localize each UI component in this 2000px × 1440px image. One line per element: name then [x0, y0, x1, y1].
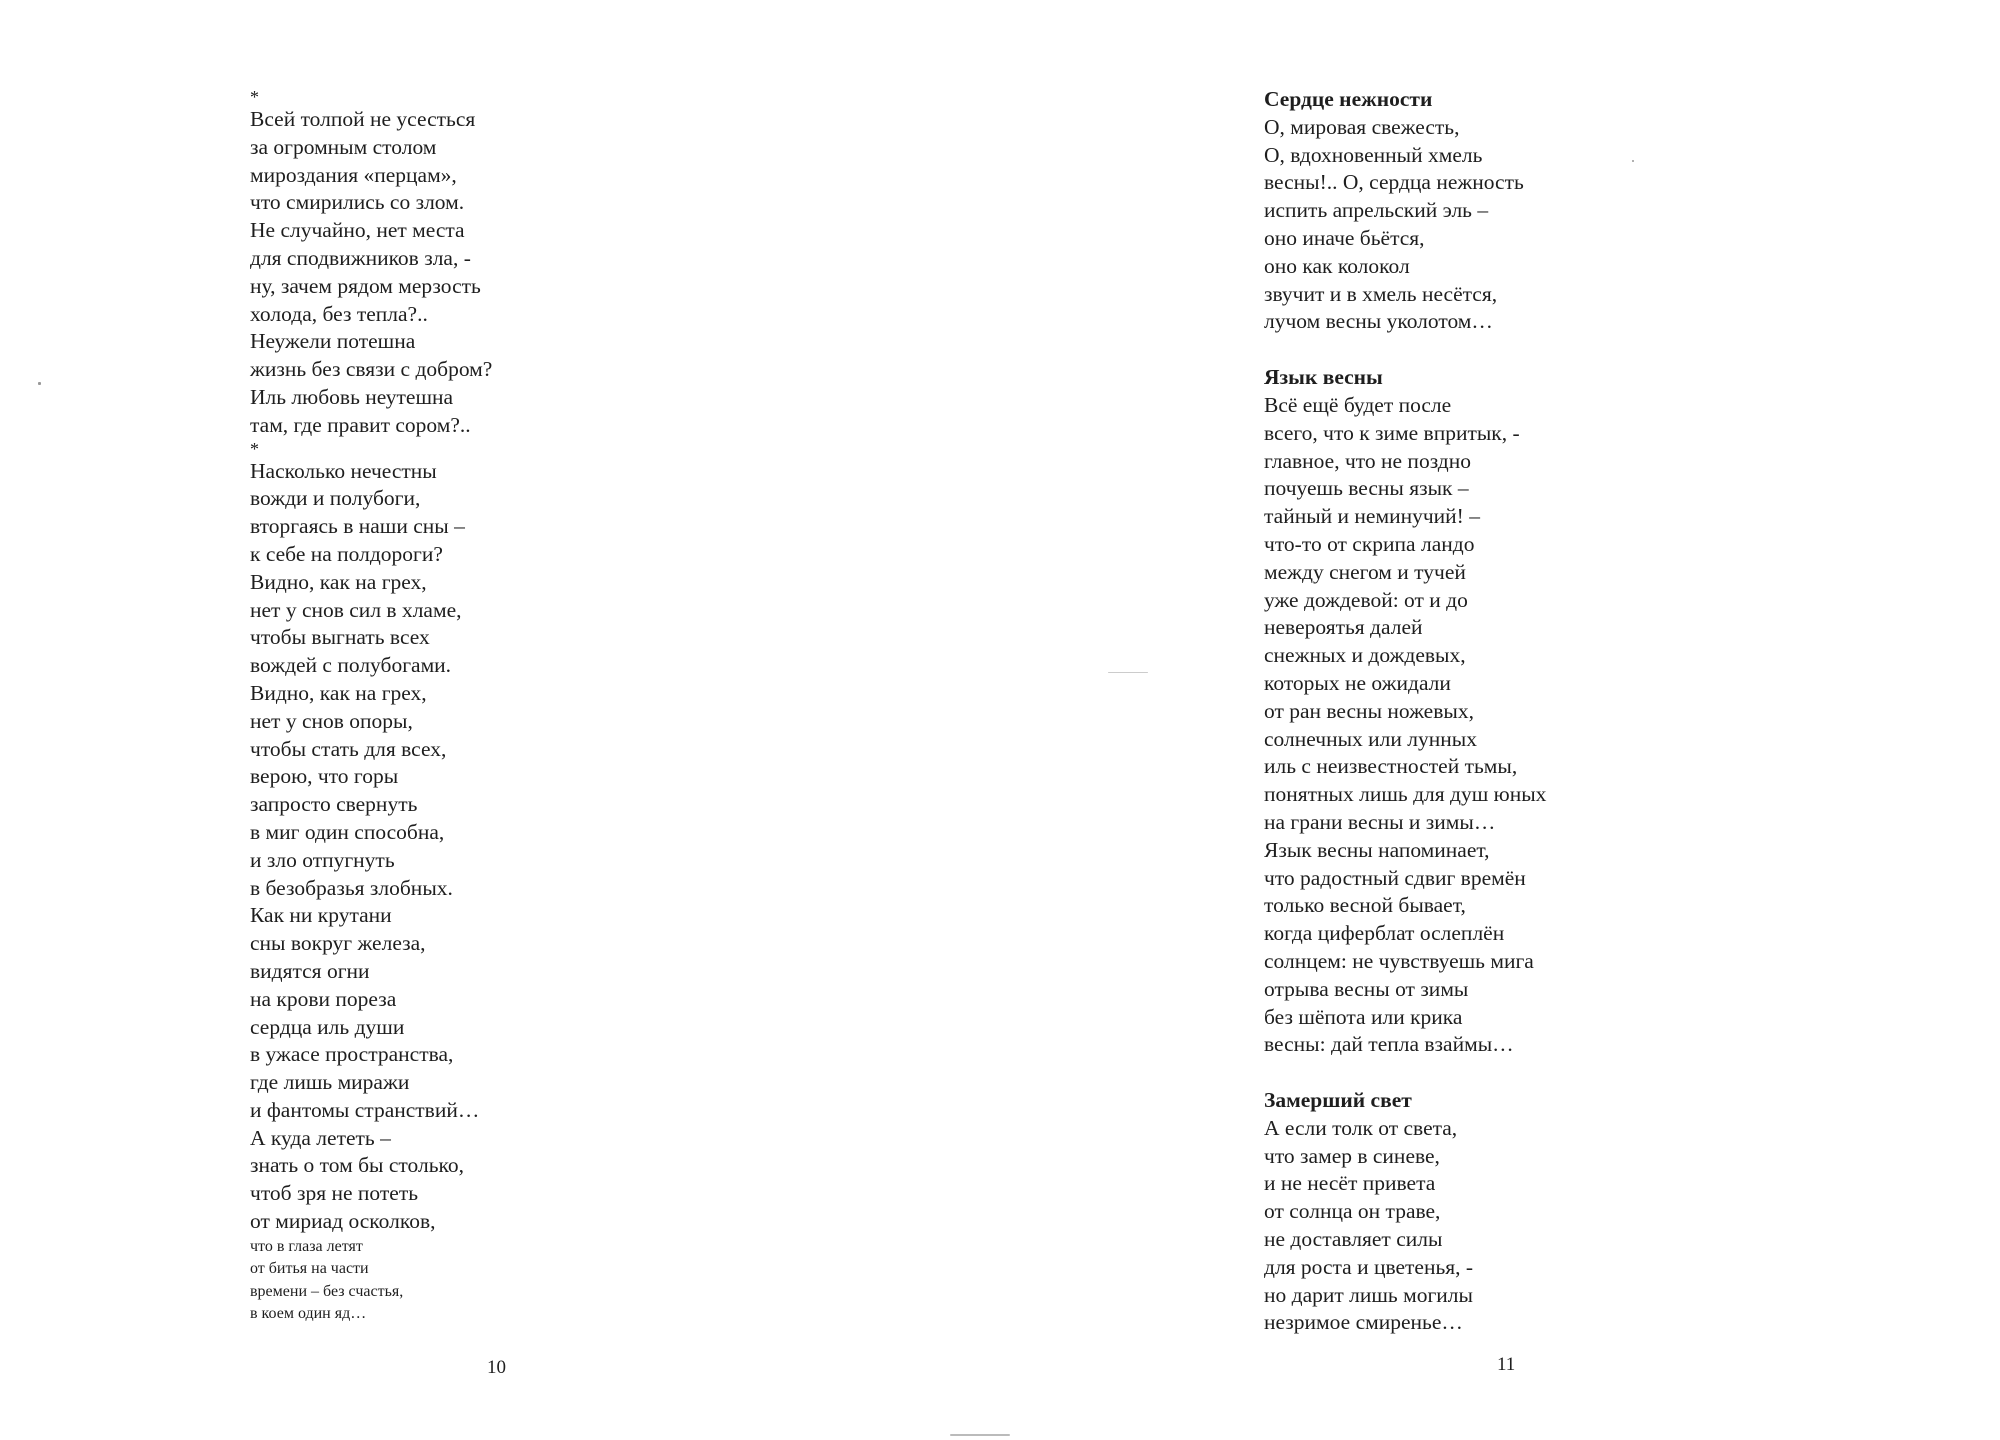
- scan-speck: [1632, 160, 1634, 162]
- poem-line: там, где правит сором?..: [250, 412, 471, 437]
- poem-line: на грани весны и зимы…: [1264, 809, 1496, 834]
- poem-line: времени – без счастья,: [250, 1282, 404, 1300]
- poem-line: испить апрельский эль –: [1264, 198, 1489, 223]
- poem-line: Видно, как на грех,: [250, 680, 427, 705]
- right-page: [1000, 0, 2000, 1440]
- poem-line: верою, что горы: [250, 764, 399, 789]
- poem-line: и фантомы странствий…: [250, 1097, 480, 1122]
- poem-line: от ран весны ножевых,: [1264, 698, 1474, 723]
- scan-speck: [1108, 672, 1148, 673]
- poem-line: которых не ожидали: [1264, 670, 1451, 695]
- poem-line: где лишь миражи: [250, 1070, 410, 1095]
- poem-line: чтобы выгнать всех: [250, 625, 430, 650]
- poem-line: главное, что не поздно: [1264, 448, 1471, 473]
- poem-line: Всей толпой не усесться: [250, 107, 476, 131]
- poem-line: не доставляет силы: [1264, 1227, 1443, 1252]
- poem-line: для роста и цветенья, -: [1264, 1254, 1474, 1279]
- poem-line: что замер в синеве,: [1264, 1143, 1440, 1168]
- poem-section-1: [250, 106, 492, 440]
- page-number: 10: [487, 1357, 506, 1378]
- poem-line: всего, что к зиме впритык, -: [1264, 420, 1520, 445]
- poem-line: сердца иль души: [250, 1014, 405, 1039]
- poem-line: только весной бывает,: [1264, 893, 1466, 918]
- poem-line: вождей с полубогами.: [250, 653, 452, 678]
- poem-line: снежных и дождевых,: [1264, 643, 1466, 668]
- poem-line: в ужасе пространства,: [250, 1042, 454, 1067]
- poem-line: в миг один способна,: [250, 819, 445, 844]
- poem-line: к себе на полдороги?: [250, 541, 443, 566]
- poem-line: Всё ещё будет после: [1264, 392, 1452, 417]
- poem-line: ну, зачем рядом мерзость: [250, 273, 481, 298]
- poem-line: Насколько нечестны: [250, 458, 437, 483]
- poem: [1264, 1087, 1546, 1337]
- poem-line: и не несёт привета: [1264, 1171, 1436, 1196]
- poem: [1264, 86, 1546, 336]
- poem-line: А если толк от света,: [1264, 1115, 1458, 1140]
- poem-line: вторгаясь в наши сны –: [250, 514, 465, 539]
- poem-section-2-small-text: [250, 1236, 492, 1326]
- poem-line: тайный и неминучий! –: [1264, 504, 1480, 529]
- poem-line: в безобразья злобных.: [250, 875, 453, 900]
- poem-line: запросто свернуть: [250, 792, 418, 817]
- section-marker: *: [250, 87, 259, 107]
- poem-line: чтоб зря не потеть: [250, 1181, 419, 1206]
- poem-line: от мириад осколков,: [250, 1209, 436, 1234]
- poem-line: Иль любовь неутешна: [250, 384, 454, 409]
- section-marker: *: [250, 438, 259, 459]
- poem-line: Неужели потешна: [250, 329, 416, 354]
- poem-line: оно иначе бьётся,: [1264, 225, 1425, 250]
- poem-line: солнечных или лунных: [1264, 726, 1477, 751]
- poem-line: мироздания «перцам»,: [250, 162, 457, 187]
- poem-line: чтобы стать для всех,: [250, 736, 447, 761]
- poem-title: Замерший свет: [1264, 1088, 1412, 1113]
- poem-line: что смирились со злом.: [250, 190, 465, 215]
- poem-line: но дарит лишь могилы: [1264, 1282, 1473, 1307]
- poem-line: О, вдохновенный хмель: [1264, 142, 1483, 167]
- poem-line: что радостный сдвиг времён: [1264, 865, 1526, 890]
- poem-line: и зло отпугнуть: [250, 847, 395, 872]
- poem-line: нет у снов опоры,: [250, 708, 413, 733]
- poem-line: Язык весны напоминает,: [1264, 837, 1490, 862]
- poem-line: что-то от скрипа ландо: [1264, 531, 1475, 556]
- poem-line: Как ни крутани: [250, 903, 392, 928]
- poem-line: холода, без тепла?..: [250, 301, 428, 326]
- poem-title: Сердце нежности: [1264, 87, 1433, 111]
- poem-line: без шёпота или крика: [1264, 1004, 1463, 1029]
- poem-line: нет у снов сил в хламе,: [250, 597, 462, 622]
- poem-section-2: [250, 458, 492, 1236]
- poem-line: невероятья далей: [1264, 615, 1423, 640]
- poem-line: между снегом и тучей: [1264, 559, 1466, 584]
- poem-title: Язык весны: [1264, 365, 1383, 390]
- left-page-text: [250, 88, 492, 1326]
- poem-line: весны!.. О, сердца нежность: [1264, 170, 1524, 195]
- poem-line: когда циферблат ослеплён: [1264, 921, 1505, 946]
- poem-line: сны вокруг железа,: [250, 931, 426, 956]
- poem-line: за огромным столом: [250, 134, 437, 159]
- poem-line: жизнь без связи с добром?: [250, 357, 493, 382]
- poem-line: солнцем: не чувствуешь мига: [1264, 948, 1534, 973]
- poem-line: отрыва весны от зимы: [1264, 976, 1469, 1001]
- poem-line: звучит и в хмель несётся,: [1264, 281, 1498, 306]
- poem-line: что в глаза летят: [250, 1237, 363, 1255]
- poem-line: оно как колокол: [1264, 253, 1410, 278]
- poem-line: знать о том бы столько,: [250, 1153, 465, 1178]
- right-page-text: [1264, 86, 1546, 1337]
- poem-line: Не случайно, нет места: [250, 218, 465, 243]
- poem-line: понятных лишь для душ юных: [1264, 782, 1547, 807]
- poem-line: уже дождевой: от и до: [1264, 587, 1468, 612]
- poem-line: от солнца он траве,: [1264, 1199, 1441, 1224]
- scan-speck: [38, 382, 41, 385]
- poem-line: иль с неизвестностей тьмы,: [1264, 754, 1518, 779]
- poem-line: от битья на части: [250, 1260, 369, 1278]
- poem-line: на крови пореза: [250, 986, 397, 1011]
- poem-line: незримое смиренье…: [1264, 1310, 1463, 1335]
- poem-line: лучом весны уколотом…: [1264, 309, 1493, 334]
- poem: [1264, 364, 1546, 1059]
- poem-line: вожди и полубоги,: [250, 486, 421, 511]
- poem-line: О, мировая свежесть,: [1264, 114, 1460, 139]
- poem-line: в коем один яд…: [250, 1305, 367, 1323]
- poem-line: Видно, как на грех,: [250, 569, 427, 594]
- poem-line: для сподвижников зла, -: [250, 245, 471, 270]
- poem-line: почуешь весны язык –: [1264, 476, 1469, 501]
- scan-speck: [950, 1434, 1010, 1436]
- poem-line: видятся огни: [250, 958, 370, 983]
- page-number: 11: [1497, 1354, 1516, 1375]
- poem-line: А куда лететь –: [250, 1125, 391, 1150]
- poem-line: весны: дай тепла взаймы…: [1264, 1032, 1514, 1057]
